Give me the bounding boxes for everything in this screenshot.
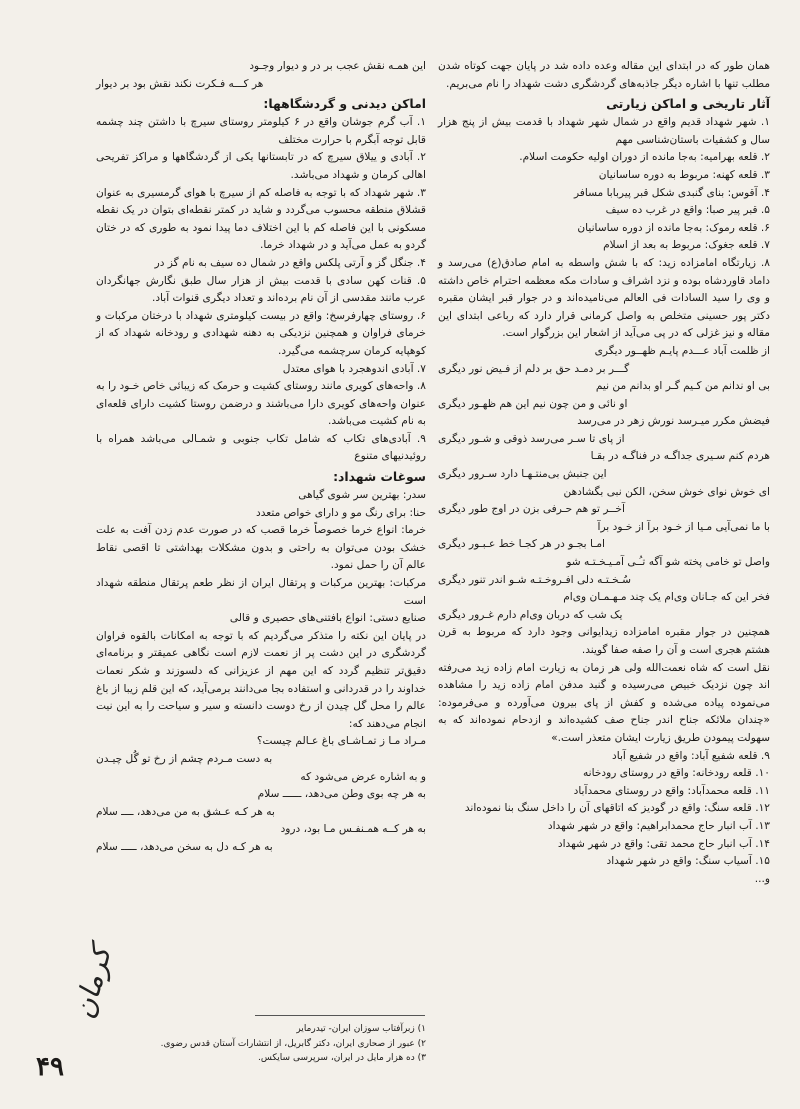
list-item: ۸. واحه‌های کویری مانند روستای کشیت و حرمک که زیبائی خاص خـود را به عنوان واحه‌های کویری دارا می‌باشند و درضمن روستا کشیت دارای قلعه‌ای به نام کشیت می‌باشد. xyxy=(96,380,426,428)
poem-verse: آخــر تو هم حـرفی بزن در اوج طور دیگری xyxy=(438,503,625,516)
logo-calligraphy: کرمان xyxy=(67,943,118,1022)
list-item: ۵. قنات کهن سادی با قدمت بیش از هزار سال طبق نگارش جهانگردان عرب مانند مقدسی از آن نام برده‌اند و تعداد دیگری قنوات آباد. xyxy=(96,274,426,305)
poem-verse: با ما نمی‌آیی مـیا از خـود برآ از خـود برآ xyxy=(597,520,770,533)
list-item: ۴. آقوس: بنای گنبدی شکل قبر پیربابا مسافر xyxy=(573,186,770,199)
poem-verse: این همـه نقش عجب بر در و دیوار وجـود xyxy=(249,60,426,72)
list-item: ۱۳. آب انبار حاج محمدابراهیم: واقع در شهر شهداد xyxy=(547,819,770,832)
left-column xyxy=(96,58,426,857)
list-item: ۹. آبادی‌های تکاب که شامل تکاب جنوبی و شمـالی می‌باشد همراه با روئیدنیهای متنوع xyxy=(96,432,426,463)
quote-paragraph: نقل است که شاه نعمت‌الله ولی هر زمان به زیارت امام زاده زید می‌رفته اند چون نزدیک خبیص می‌رسیده و گنبد مدفن امام زاده زید را مشاهده می‌نموده پیاده می‌شده و کفش از پای بیرون می‌آورده و می‌فرموده: «چندان ملائکه جناح اندر جناح صف کشیده‌اند و ازدحام نموده‌اند که به سهولت پیمودن طریق زیارت ایشان متعذر است.» xyxy=(438,661,770,744)
list-item: ۸. زیارتگاه امامزاده زید: که با شش واسطه به امام صادق(ع) می‌رسد و داماد قاوردشاه بوده و نزد اشراف و سادات مکه معظمه احترام خاص داشته و وی را سید السادات فی العالم می‌نامیده‌اند و در جوار قبر ایشان مقبره دکتر پور حسینی متخلص به واصل کرمانی قرار دارد که رباعی ابتدای این مقاله و نیز غزلی که در پی می‌آید از اشعار این بزرگوار است. xyxy=(438,256,770,340)
souvenir-item: صنایع دستی: انواع بافتنی‌های حصیری و قالی xyxy=(229,612,426,625)
footnotes xyxy=(150,1022,426,1066)
poem-verse: و به اشاره عرض می‌شود که xyxy=(300,770,426,783)
poem-verse: هردم کنم سـیری جداگـه در فناگـه در بقـا xyxy=(590,450,770,463)
list-item: ۴. جنگل گز و آرتی پلکس واقع در شمال ده سیف به نام گز در xyxy=(154,256,426,269)
souvenir-item: حنا: برای رنگ مو و دارای خواص متعدد xyxy=(256,506,426,519)
list-item: و... xyxy=(754,872,770,885)
list-item: ۱۴. آب انبار حاج محمد تقی: واقع در شهر شهداد xyxy=(557,837,770,850)
list-item: ۶. روستای چهارفرسخ: واقع در بیست کیلومتری شهداد با درختان مرکبات و خرمای فراوان و همچنین نزدیکی به دهنه شهدادی و رودخانه شهداد که از کوهپایه کرمان سرچشمه می‌گیرد. xyxy=(96,309,426,357)
list-item: ۱۰. قلعه رودخانه: واقع در روستای رودخانه xyxy=(582,767,770,780)
poem-verse: از پای تا سـر می‌رسد ذوقی و شـور دیگری xyxy=(438,432,625,445)
poem-verse: ای خوش نوای خوش سخن، الکن نبی بگشادهن xyxy=(563,485,770,498)
section-heading-souvenirs: سوغات شهداد: xyxy=(333,469,426,485)
list-item: ۹. قلعه شفیع آباد: واقع در شفیع آباد xyxy=(612,749,770,762)
list-item: ۷. قلعه جغوک: مربوط به بعد از اسلام xyxy=(603,239,770,252)
souvenir-item: خرما: انواع خرما خصوصاً خرما قصب که در صورت عدم زدن آفت به علت خشک بودن می‌توان به راحتی و بدون مشکلات بهداشتی تا اقصی نقاط عالم آن را حمل نمود. xyxy=(96,524,426,572)
closing-paragraph: در پایان این نکته را متذکر می‌گردیم که با توجه به امکانات بالقوه فراوان گردشگری در این دشت پر از نعمت لازم است نگاهی عمیقتر و برنامه‌ای دقیق‌تر تنظیم گردد که این مهم از عزیزانی که دلسوزند و شکر نعمات خداوند را در قدردانی و استفاده بجا می‌دانند برمی‌آید، که این قلم زیبا از باغ عالم را محل گل چیدن از رخ دوست دانسته و سیر و سیاحت را به این نیت انجام می‌دهند که: xyxy=(96,629,426,730)
list-item: ۱۵. آسیاب سنگ: واقع در شهر شهداد xyxy=(606,855,770,868)
poem-verse: به هر کـه دل به سخن می‌دهد، ـــــ سلام xyxy=(96,840,273,853)
footnote: ۳) ده هزار مایل در ایران، سرپرسی سایکس. xyxy=(258,1053,426,1063)
poem-verse: به هر کــه همـنفـس مـا بود، درود xyxy=(280,823,426,836)
poem-verse: امـا بجـو در هر کجـا خط عـبـور دیگری xyxy=(438,538,605,551)
after-poem-paragraph: همچنین در جوار مقبره امامزاده زیدایوانی وجود دارد که مربوط به قرن هشتم هجری است و آن را صفه صفا گویند. xyxy=(438,626,770,656)
poem-verse: فیضش مکرر میـرسد نورش زهر در می‌رسد xyxy=(577,415,770,428)
poem-verse: بی او ندانم من کـیم گـر او بدانم من نیم xyxy=(595,380,770,393)
poem-verse: یک شب که دربان وی‌ام دارم غـرور دیگری xyxy=(438,608,623,621)
right-column xyxy=(438,58,770,888)
list-item: ۷. آبادی اندوهجرد با هوای معتدل xyxy=(282,362,426,375)
poem-verse: به هر چه بوی وطن می‌دهد، ــــــ سلام xyxy=(257,788,426,801)
souvenir-item: مرکبات: بهترین مرکبات و پرتقال ایران از نظر طعم پرتقال منطقه شهداد است xyxy=(96,577,426,607)
list-item: ۳. شهر شهداد که با توجه به فاصله کم از سیرچ با هوای گرمسیری به عنوان قشلاق منطقه محسوب می‌گردد و شاید در کمتر نقطه‌ای بتوان در یک نقطه مسکونی با این فاصله کم با این اختلاف دما پیدا نمود به طوری که در ختان گردو به عمل می‌آید و در شهداد خرما. xyxy=(96,186,426,252)
souvenir-item: سدر: بهترین سر شوی گیاهی xyxy=(298,489,426,502)
poem-verse: فخر این که جـانان وی‌ام یک چند مـهـمـان وی‌ام xyxy=(563,591,770,604)
footnote: ۱) زبرآفتاب سوزان ایران- تیدرمایر xyxy=(296,1024,426,1034)
footnote: ۲) عبور از صحاری ایران، دکتر گابریل، از انتشارات آستان قدس رضوی. xyxy=(160,1038,426,1049)
poem-verse: به هر کـه عـشق به من می‌دهد، ــــ سلام xyxy=(96,805,275,818)
poem-verse: هر کـــه فـکرت نکند نقش بود بر دیوار xyxy=(96,77,264,90)
list-item: ۱. آب گرم جوشان واقع در ۶ کیلومتر روستای سیرچ با داشتن چند چشمه قابل توجه آبگرم با حرارت مختلف xyxy=(96,116,426,146)
section-heading-historical: آثار تاریخی و اماکن زیارتی xyxy=(606,96,770,112)
poem-verse: به دست مـردم چشم از رخ تو گُل چیـدن xyxy=(96,752,273,765)
list-item: ۳. قلعه کهنه: مربوط به دوره ساسانیان xyxy=(598,168,770,181)
poem-verse: مـراد مـا ز تمـاشـای باغ عـالم چیست؟ xyxy=(256,735,426,748)
footnote-divider xyxy=(255,1015,425,1016)
list-item: ۲. آبادی و ییلاق سیرچ که در تابستانها یکی از گردشگاهها و مراکز تفریحی اهالی کرمان و شهداد می‌باشد. xyxy=(96,151,426,181)
poem-verse: این جنبش بی‌منتـهـا دارد سـرور دیگری xyxy=(438,468,607,481)
poem-verse: سُـخـتـه دلی افـروخـتـه شـو اندر تنور دیگری xyxy=(438,573,631,586)
poem-verse: از ظلمت آباد عـــدم پایـم ظهــور دیگری xyxy=(594,344,770,357)
list-item: ۶. قلعه رموک: به‌جا مانده از دوره ساسانیان xyxy=(577,221,770,234)
list-item: ۱۱. قلعه محمدآباد: واقع در روستای محمدآباد xyxy=(573,784,770,797)
section-heading-attractions: اماکن دیدنی و گردشگاهها: xyxy=(263,96,426,112)
poem-verse: واصل تو خامی پخته شو آگه تـُـی آمـیـخـتـه شو xyxy=(566,556,770,569)
magazine-logo xyxy=(48,943,118,1048)
closing-verses xyxy=(96,733,426,856)
intro-paragraph: همان طور که در ابتدای این مقاله وعده داده شد در پایان جهت کوتاه شدن مطلب تنها با اشاره دیگر جاذبه‌های گردشگری دشت شهداد را نام می‌بریم. xyxy=(438,60,770,90)
list-item: ۵. قبر پیر صبا: واقع در غرب ده سیف xyxy=(605,204,770,217)
ghazal-poem xyxy=(438,343,770,625)
poem-verse: او نائی و من چون نیم این هم ظهـور دیگری xyxy=(438,397,628,410)
poem-verse: گـــر بر دمـد حق بر دلم از فـیض نور دیگری xyxy=(438,362,630,375)
list-item: ۱. شهر شهداد قدیم واقع در شمال شهر شهداد با قدمت بیش از پنج هزار سال و کشفیات باستان‌شناسی مهم xyxy=(438,116,770,146)
list-item: ۲. قلعه بهرامیه: به‌جا مانده از دوران اولیه حکومت اسلام. xyxy=(519,151,770,164)
list-item: ۱۲. قلعه سنگ: واقع در گودیز که اتاقهای آن را داخل سنگ بنا نموده‌اند xyxy=(464,802,770,815)
opening-verse xyxy=(96,58,426,93)
page-number: ۴۹ xyxy=(36,1052,64,1082)
